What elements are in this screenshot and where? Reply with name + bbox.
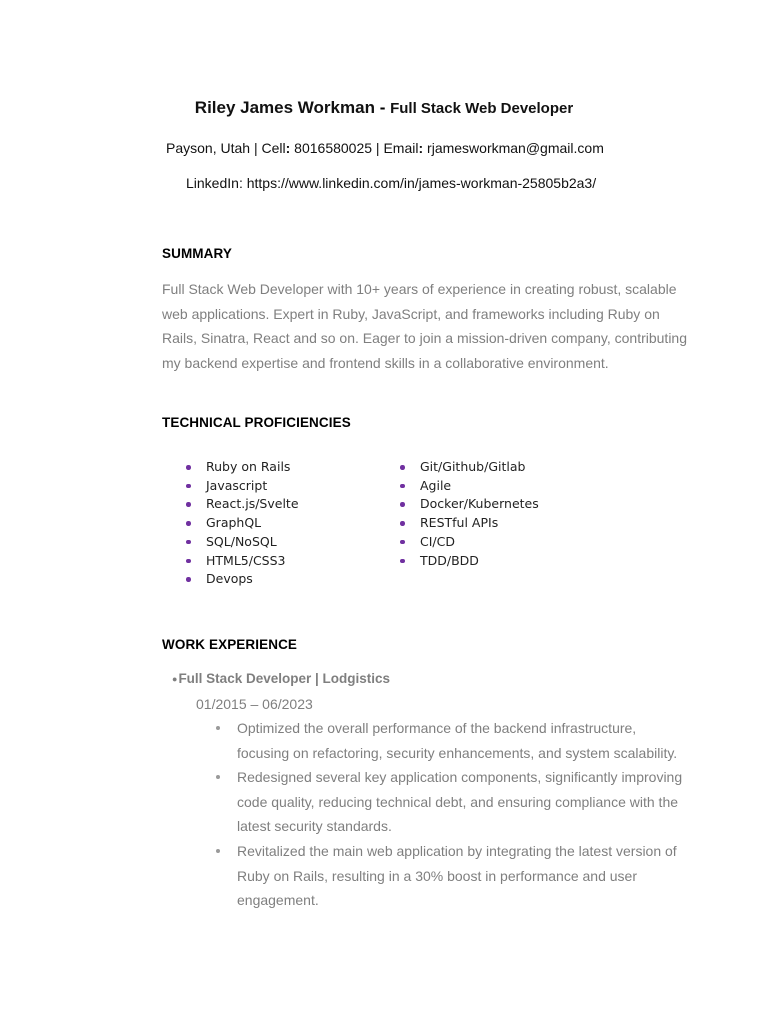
skills-column-2 — [398, 458, 539, 570]
bullet-dot-icon — [186, 540, 191, 545]
job-dates: 01/2015 – 06/2023 — [196, 696, 313, 712]
contact-cell-label: Cell — [261, 140, 286, 156]
bullet-dot-icon — [400, 559, 405, 564]
skill-item: RESTful APIs — [398, 514, 539, 533]
job-bullet-list — [237, 716, 687, 913]
contact-email[interactable]: rjamesworkman@gmail.com — [427, 140, 604, 156]
linkedin-line: LinkedIn: https://www.linkedin.com/in/james-workman-25805b2a3/ — [186, 175, 597, 191]
candidate-role: Full Stack Web Developer — [390, 100, 574, 117]
bullet-dot-icon — [186, 484, 191, 489]
skill-item: CI/CD — [398, 533, 539, 552]
bullet-dot-icon — [400, 484, 405, 489]
bullet-dot-icon — [186, 559, 191, 564]
resume-header — [0, 98, 768, 118]
skills-column-1 — [184, 458, 299, 589]
job-bullet: Optimized the overall performance of the backend infrastructure, focusing on refactoring, security enhancements, and system scalability. — [237, 716, 687, 765]
skill-item: Agile — [398, 477, 539, 496]
linkedin-url[interactable]: https://www.linkedin.com/in/james-workman-25805b2a3/ — [246, 175, 597, 191]
technical-heading: TECHNICAL PROFICIENCIES — [162, 415, 351, 430]
contact-email-label: Email — [383, 140, 419, 156]
linkedin-label: LinkedIn — [186, 175, 239, 191]
skill-item: Javascript — [184, 477, 299, 496]
bullet-dot-icon — [216, 775, 220, 779]
experience-heading: WORK EXPERIENCE — [162, 637, 298, 652]
bullet-dot-icon — [400, 540, 405, 545]
candidate-name: Riley James Workman — [194, 98, 375, 117]
skill-item: Devops — [184, 570, 299, 589]
summary-text: Full Stack Web Developer with 10+ years of experience in creating robust, scalable web applications. Expert in Ruby, JavaScript, and frameworks including Ruby on Rails, Sinatra, React and so on. Eager to join a mission-driven company, contributing my backend expertise and frontend skills in a collaborative environment. — [162, 281, 688, 372]
skill-item: TDD/BDD — [398, 552, 539, 571]
contact-location: Payson, Utah — [166, 140, 251, 156]
bullet-dot-icon — [216, 849, 220, 853]
bullet-dot-icon — [216, 726, 220, 730]
summary-heading: SUMMARY — [162, 246, 232, 261]
skill-item: Git/Github/Gitlab — [398, 458, 539, 477]
skill-item: Ruby on Rails — [184, 458, 299, 477]
bullet-dot-icon — [186, 502, 191, 507]
skill-item: SQL/NoSQL — [184, 533, 299, 552]
bullet-dot-icon — [186, 465, 191, 470]
skill-item: React.js/Svelte — [184, 495, 299, 514]
skill-item: HTML5/CSS3 — [184, 552, 299, 571]
skill-item: GraphQL — [184, 514, 299, 533]
contact-cell: 8016580025 — [294, 140, 373, 156]
job-bullet: Redesigned several key application components, significantly improving code quality, reducing technical debt, and ensuring compliance with the latest security standards. — [237, 765, 687, 839]
job-bullet: Revitalized the main web application by integrating the latest version of Ruby on Rails, resulting in a 30% boost in performance and user engagement. — [237, 839, 687, 913]
bullet-dot-icon: ● — [172, 674, 178, 684]
job-title: ●Full Stack Developer | Lodgistics — [172, 671, 391, 686]
bullet-dot-icon — [400, 521, 405, 526]
bullet-dot-icon — [400, 502, 405, 507]
bullet-dot-icon — [186, 521, 191, 526]
skill-item: Docker/Kubernetes — [398, 495, 539, 514]
header-separator: - — [374, 98, 391, 117]
contact-line: Payson, Utah | Cell: 8016580025 | Email: rjamesworkman@gmail.com — [166, 140, 604, 156]
bullet-dot-icon — [400, 465, 405, 470]
bullet-dot-icon — [186, 577, 191, 582]
